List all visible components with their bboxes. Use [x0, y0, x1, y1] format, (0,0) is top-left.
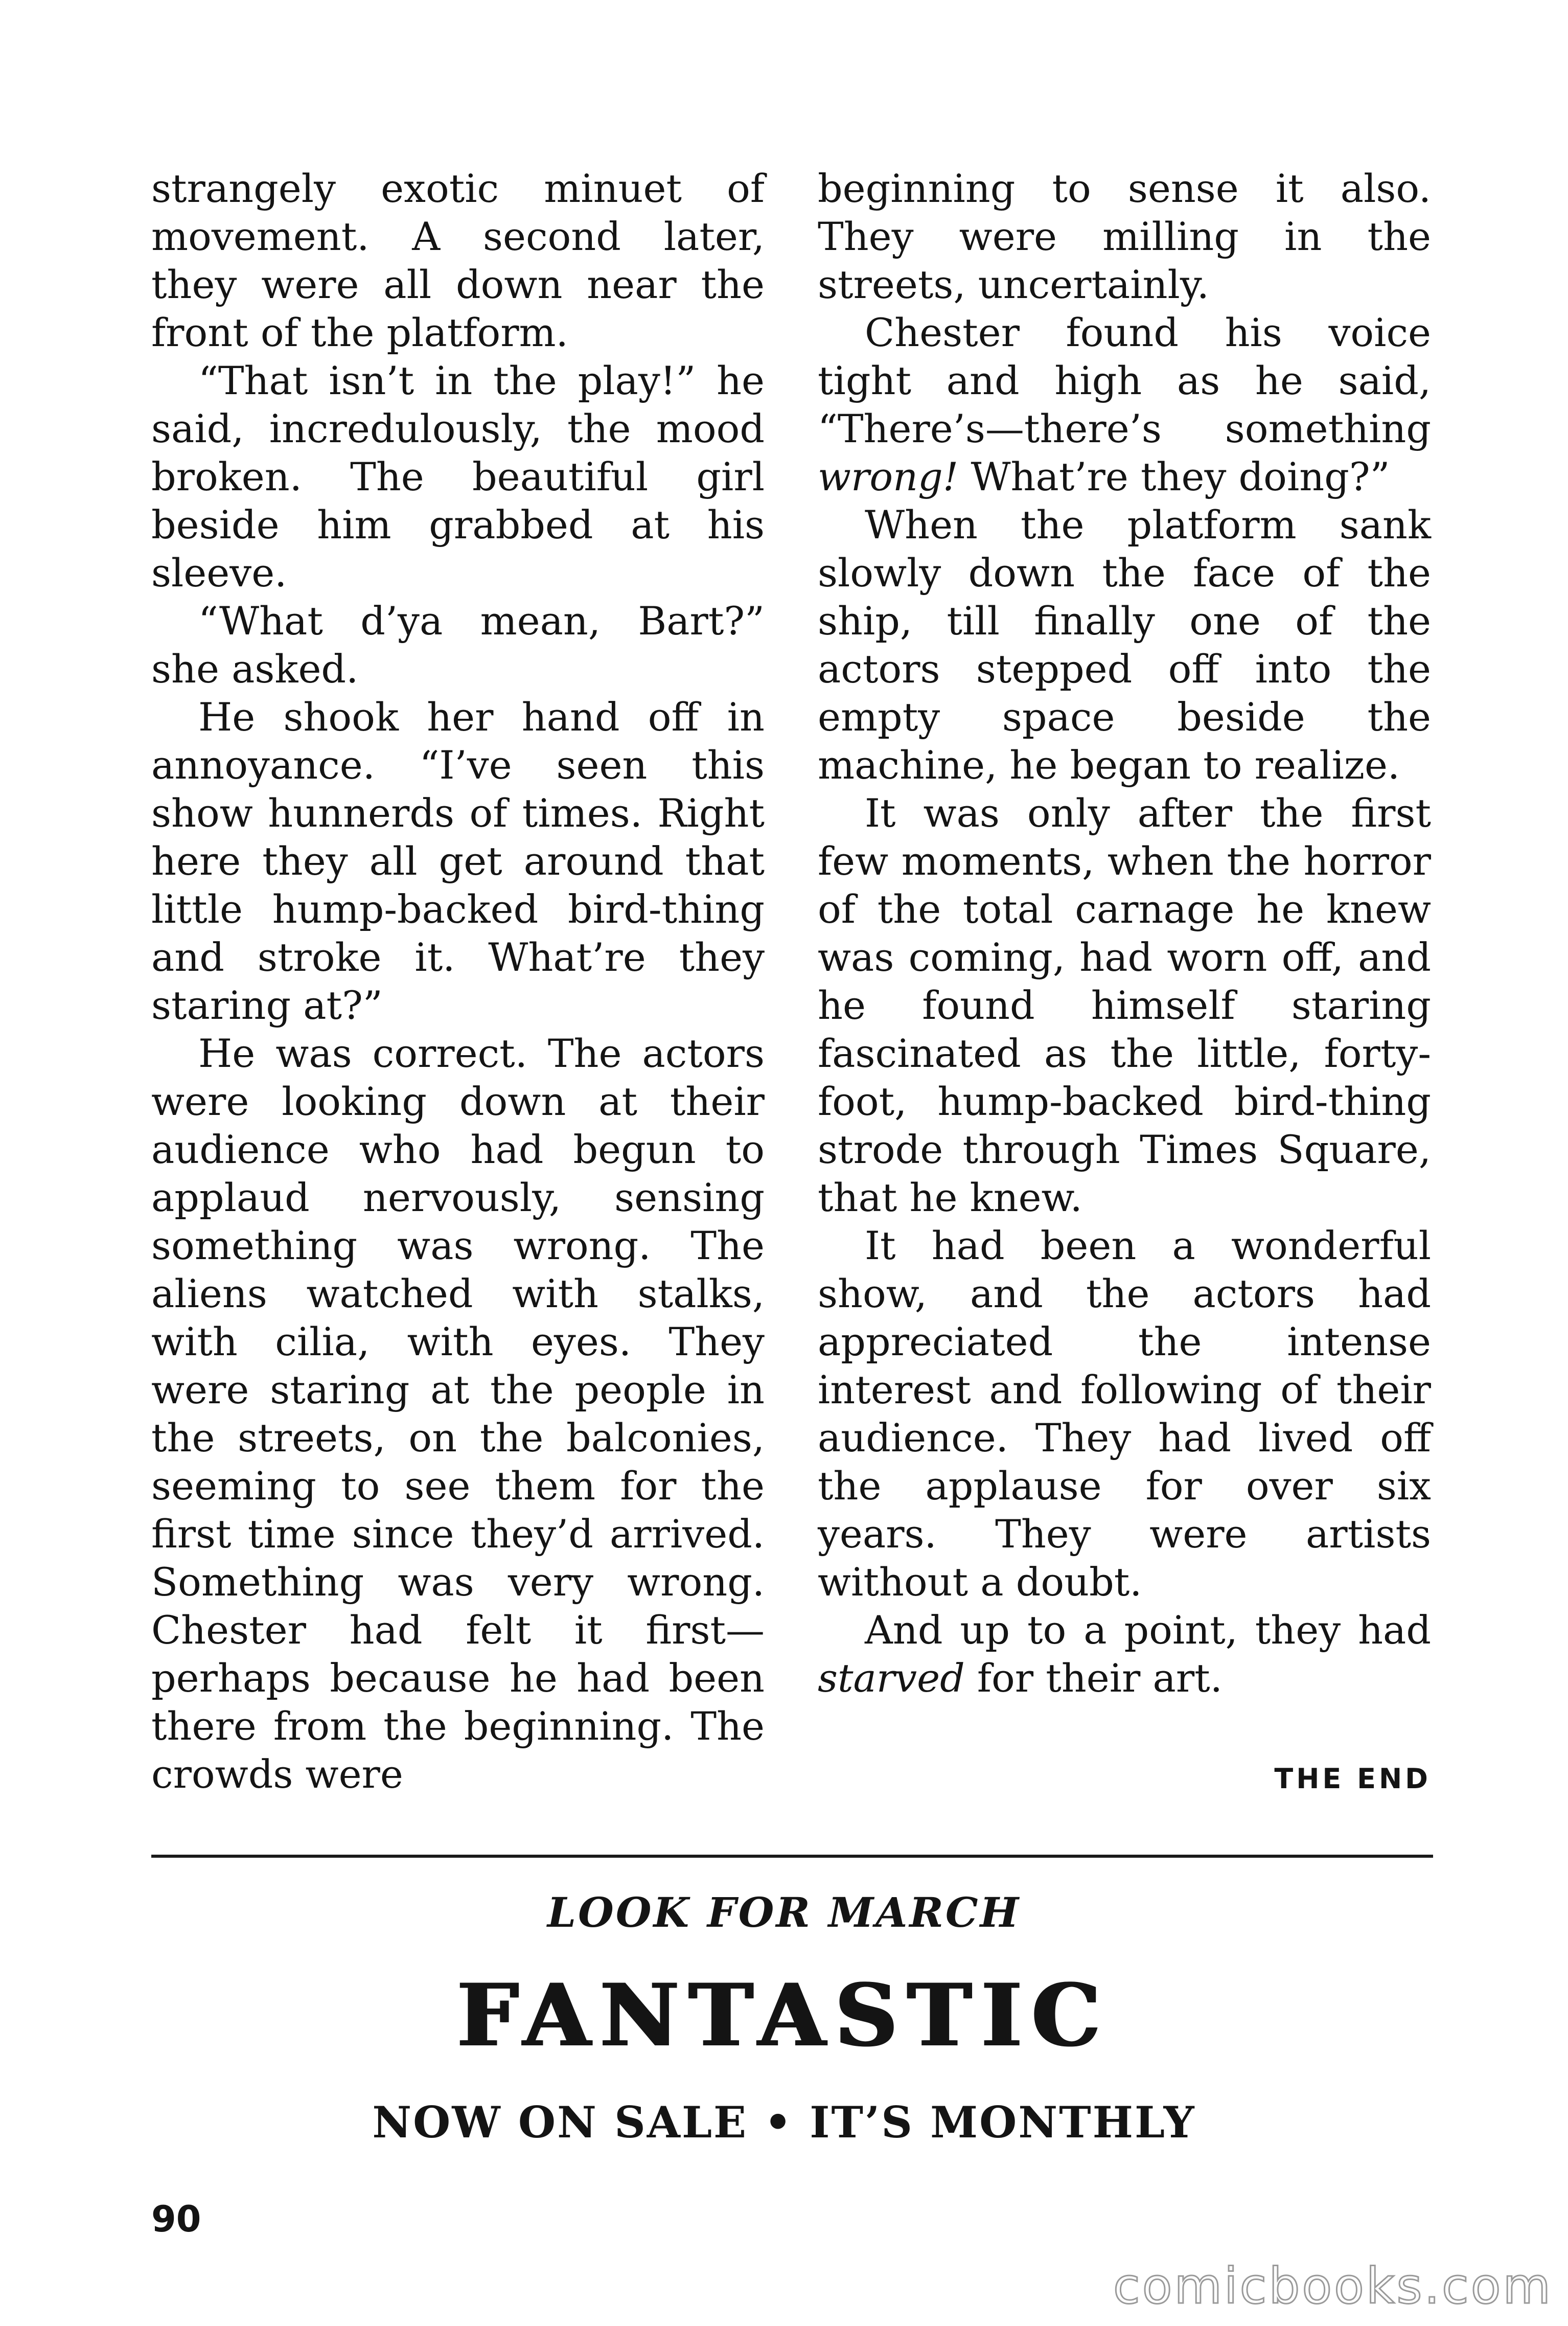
paragraph [818, 309, 1431, 501]
paragraph: It had been a wonderful show, and the actors had appreciated the intense interest and following of their audience. They had lived off the applause for over six years. They were artists without a doubt. [818, 1223, 1431, 1605]
paragraph: It was only after the first few moments, when the horror of the total carnage he knew was coming, had worn off, and he found himself staring fascinated as the little, forty-foot, hump-backed bird-thing strode through Times Square, that he knew. [818, 790, 1431, 1220]
emphasis-wrong: wrong! [818, 454, 959, 499]
paragraph: He shook her hand off in annoyance. “I’ve seen this show hunnerds of times. Right here they all get around that little hump-backed bird-thing and stroke it. What’re they staring at?” [151, 694, 765, 1028]
text-run: And up to a point, they had [865, 1607, 1431, 1653]
text-run: Chester found his voice tight and high as he said, “There’s—there’s something [818, 310, 1431, 451]
watermark: comicbooks.com [1113, 2257, 1553, 2315]
ad-tagline: NOW ON SALE • IT’S MONTHLY [372, 2097, 1196, 2148]
article-column-left [151, 165, 765, 1798]
ad-magazine-title: FANTASTIC [457, 1965, 1111, 2066]
paragraph: strangely exotic minuet of movement. A second later, they were all down near the front of the platform. [151, 166, 765, 355]
divider [151, 1855, 1433, 1858]
paragraph: He was correct. The actors were looking down at their audience who had begun to applaud nervously, sensing something was wrong. The aliens watched with stalks, with cilia, with eyes. They were staring at the people in the streets, on the balconies, seeming to see them for the first time since they’d arrived. Something was very wrong. Chester had felt it first—perhaps because he had been there from the beginning. The crowds were [151, 1031, 765, 1797]
end-marker: THE END [1274, 1763, 1431, 1795]
paragraph: “That isn’t in the play!” he said, incredulously, the mood broken. The beautiful girl beside him grabbed at his sleeve. [151, 358, 765, 596]
paragraph: When the platform sank slowly down the face of the ship, till finally one of the actors stepped off into the empty space beside the machine, he began to realize. [818, 502, 1431, 788]
page-number: 90 [151, 2198, 201, 2240]
paragraph: beginning to sense it also. They were milling in the streets, uncertainly. [818, 166, 1431, 307]
paragraph: “What d’ya mean, Bart?” she asked. [151, 598, 765, 692]
paragraph [818, 1606, 1431, 1702]
ad-headline: LOOK FOR MARCH [547, 1888, 1021, 1936]
text-run: for their art. [964, 1655, 1223, 1701]
text-run: What’re they doing?” [958, 454, 1390, 499]
emphasis-starved: starved [818, 1655, 965, 1701]
article-column-right [818, 165, 1431, 1702]
